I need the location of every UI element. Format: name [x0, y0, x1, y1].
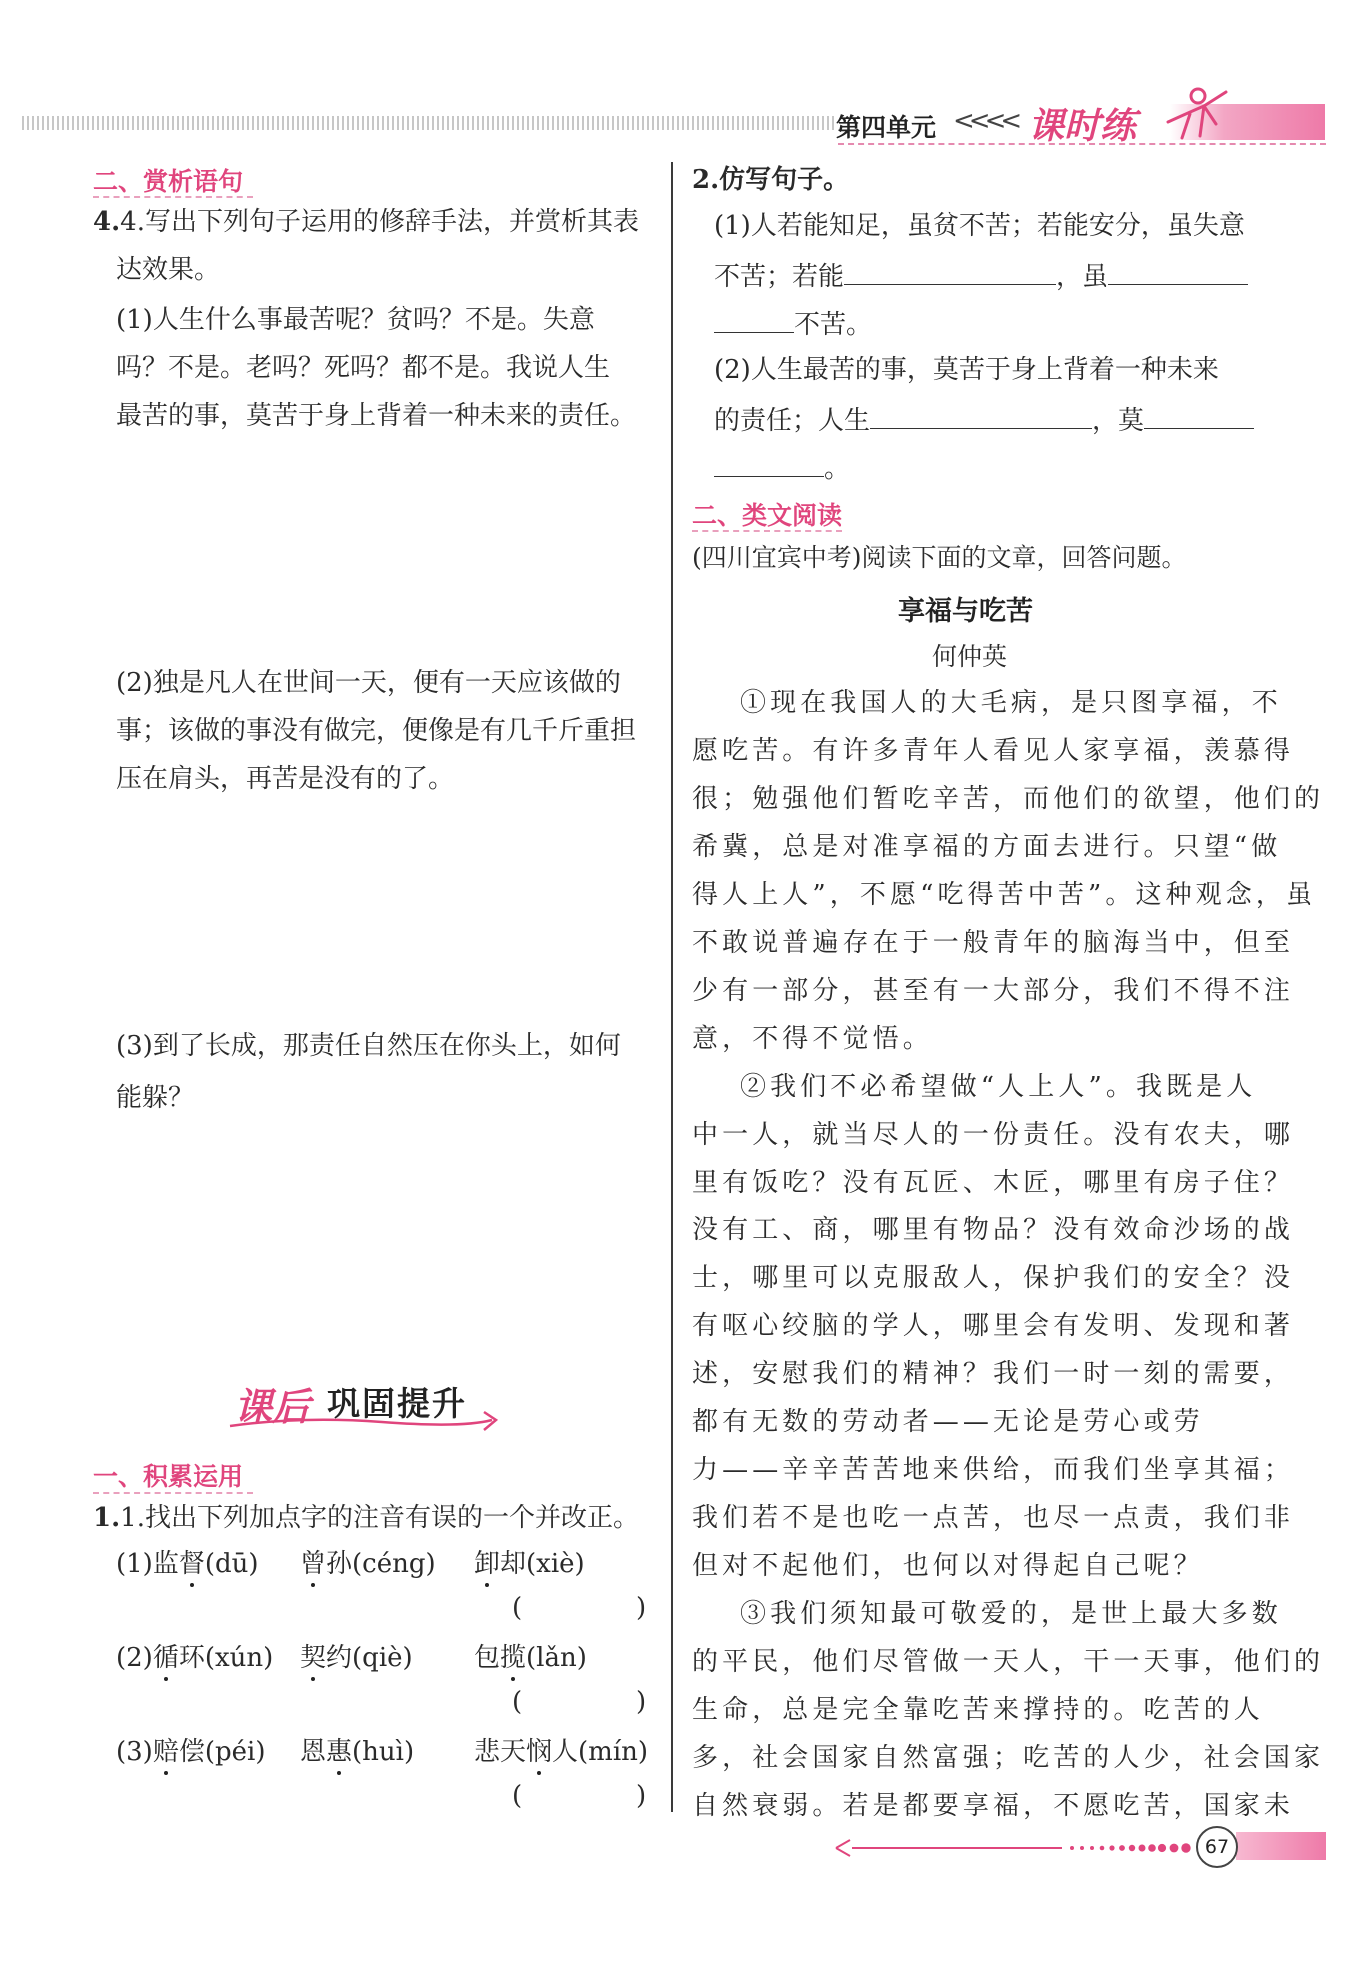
section-title-reading: 二、类文阅读	[692, 501, 843, 530]
dotted-char: 悯	[526, 1737, 553, 1767]
article-line: 自然衰弱。若是都要享福，不愿吃苦，国家未	[692, 1790, 1295, 1821]
article-line: 少有一部分，甚至有一大部分，我们不得不注	[692, 975, 1295, 1006]
dotted-char: 督	[178, 1549, 205, 1579]
answer-paren-open: (	[512, 1781, 523, 1811]
q1-row-3	[116, 1734, 266, 1770]
fill-blank[interactable]	[714, 304, 794, 333]
q4-stem-line-1: 4.4.写出下列句子运用的修辞手法，并赏析其表	[93, 207, 639, 237]
page-number: 67	[1196, 1826, 1238, 1868]
q4-2-line-3: 压在肩头，再苦是没有的了。	[116, 764, 455, 794]
fill-blank[interactable]	[870, 400, 1092, 429]
text: ，虽	[1056, 262, 1109, 292]
q2-1-line-1: (1)人若能知足，虽贫不苦；若能安分，虽失意	[714, 211, 1245, 241]
footer-arrow-icon	[832, 1838, 1202, 1860]
section-underline	[692, 530, 842, 532]
article-line: 不敢说普遍存在于一般青年的脑海当中，但至	[692, 927, 1295, 958]
fill-blank[interactable]	[1144, 400, 1254, 429]
fill-blank[interactable]	[714, 448, 824, 477]
article-line: 都有无数的劳动者——无论是劳心或劳	[692, 1407, 1204, 1438]
char: 孙	[326, 1549, 353, 1579]
q2-2-line-2	[714, 400, 1254, 439]
pinyin: (xiè)	[526, 1549, 585, 1579]
article-line: 中一人，就当尽人的一份责任。没有农夫，哪	[692, 1119, 1295, 1150]
article-line: 述，安慰我们的精神？我们一时一刻的需要，	[692, 1359, 1295, 1390]
banner-consolidate: 巩固提升	[327, 1384, 467, 1423]
dotted-char: 揽	[500, 1643, 527, 1673]
dotted-char: 曾	[300, 1549, 327, 1579]
q2-1-line-2	[714, 256, 1248, 295]
q1-row-2-item-2	[300, 1640, 413, 1676]
q4-3-line-2: 能躲？	[116, 1083, 195, 1113]
article-line: 但对不起他们，也何以对得起自己呢？	[692, 1551, 1204, 1582]
banner-wave-underline	[222, 1408, 522, 1438]
dotted-char: 赔	[152, 1737, 179, 1767]
dotted-char: 惠	[326, 1737, 353, 1767]
dotted-char: 循	[152, 1643, 179, 1673]
q1-row-3-item-2	[300, 1734, 414, 1770]
article-line: 多，社会国家自然富强；吃苦的人少，社会国家	[692, 1742, 1325, 1773]
article-line: 很；勉强他们暂吃辛苦，而他们的欲望，他们的	[692, 783, 1325, 814]
text: 的责任；人生	[714, 406, 871, 436]
column-divider	[671, 162, 673, 1812]
q1-stem: 1.1.找出下列加点字的注音有误的一个并改正。	[93, 1503, 639, 1533]
article-line: 力——辛辛苦苦地来供给，而我们坐享其福；	[692, 1455, 1295, 1486]
row-label: (2)	[116, 1643, 153, 1673]
q2-1-line-3	[714, 304, 872, 343]
answer-paren-open: (	[512, 1687, 523, 1717]
fill-blank[interactable]	[1108, 256, 1248, 285]
article-line: 意，不得不觉悟。	[692, 1023, 933, 1054]
q1-row-1-item-2	[300, 1546, 436, 1582]
q1-row-2-item-3	[474, 1640, 587, 1676]
answer-paren-close: )	[636, 1687, 647, 1717]
pinyin: 人(mín)	[552, 1737, 649, 1767]
header-hatch-band	[22, 116, 834, 130]
section-title-appreciate: 二、赏析语句	[93, 167, 244, 196]
article-line: 我们若不是也吃一点苦，也尽一点责，我们非	[692, 1503, 1295, 1534]
article-line: 希冀，总是对准享福的方面去进行。只望“做	[692, 831, 1282, 862]
article-line: 愿吃苦。有许多青年人看见人家享福，羡慕得	[692, 735, 1295, 766]
q2-stem-text: 2.仿写句子。	[692, 165, 850, 195]
char: 包	[474, 1643, 501, 1673]
q1-stem-text: 1.找出下列加点字的注音有误的一个并改正。	[120, 1503, 639, 1533]
article-line: 里有饭吃？没有瓦匠、木匠，哪里有房子住？	[692, 1167, 1295, 1198]
footer-pink-band	[1236, 1832, 1326, 1860]
pinyin: (lǎn)	[526, 1643, 587, 1673]
answer-paren-close: )	[636, 1781, 647, 1811]
q4-stem-line-2: 达效果。	[116, 255, 221, 285]
char: 却	[500, 1549, 527, 1579]
char: 偿	[178, 1737, 205, 1767]
text: 不苦；若能	[714, 262, 845, 292]
char: 环	[178, 1643, 205, 1673]
q1-row-1-item-3	[474, 1546, 585, 1582]
pinyin: (xún)	[204, 1643, 274, 1673]
char: 监	[152, 1549, 179, 1579]
article-line: ②我们不必希望做“人上人”。我既是人	[740, 1071, 1257, 1102]
article-line: 有呕心绞脑的学人，哪里会有发明、发现和著	[692, 1311, 1295, 1342]
text: ，莫	[1092, 406, 1145, 436]
unit-label: 第四单元	[836, 113, 937, 142]
pinyin: (qiè)	[352, 1643, 413, 1673]
row-label: (3)	[116, 1737, 153, 1767]
article-line: 得人上人”，不愿“吃得苦中苦”。这种观念，虽	[692, 879, 1317, 910]
running-figure-icon	[1160, 84, 1240, 144]
dotted-char: 卸	[474, 1549, 501, 1579]
pinyin: (dū)	[204, 1549, 259, 1579]
q4-3-line-1: (3)到了长成，那责任自然压在你头上，如何	[116, 1031, 621, 1061]
char: 恩	[300, 1737, 327, 1767]
q1-row-1	[116, 1546, 259, 1582]
row-label: (1)	[116, 1549, 153, 1579]
article-line: 士，哪里可以克服敌人，保护我们的安全？没	[692, 1263, 1295, 1294]
q4-2-line-2: 事；该做的事没有做完，便像是有几千斤重担	[116, 716, 637, 746]
q2-stem	[692, 162, 849, 198]
dotted-char: 契	[300, 1643, 327, 1673]
q4-1-line-3: 最苦的事，莫苦于身上背着一种未来的责任。	[116, 401, 637, 431]
article-line: ③我们须知最可敬爱的，是世上最大多数	[740, 1599, 1282, 1630]
q1-row-3-item-3	[474, 1734, 648, 1770]
text: 不苦。	[794, 310, 873, 340]
reading-source: (四川宜宾中考)阅读下面的文章，回答问题。	[692, 543, 1187, 572]
char: 悲天	[474, 1737, 527, 1767]
q4-1-line-2: 吗？不是。老吗？死吗？都不是。我说人生	[116, 353, 611, 383]
char: 约	[326, 1643, 353, 1673]
fill-blank[interactable]	[844, 256, 1056, 285]
q1-row-2	[116, 1640, 273, 1676]
chevrons-left-icon: <<<<	[953, 106, 1017, 136]
section-underline	[93, 196, 253, 198]
section-title-accumulate: 一、积累运用	[93, 1462, 244, 1491]
brand-logo: 课时练	[1028, 106, 1137, 147]
pinyin: (huì)	[352, 1737, 415, 1767]
banner-after-class: 课后	[234, 1385, 311, 1429]
pinyin: (péi)	[204, 1737, 266, 1767]
answer-paren-open: (	[512, 1593, 523, 1623]
answer-paren-close: )	[636, 1593, 647, 1623]
article-title: 享福与吃苦	[898, 596, 1033, 627]
q2-2-line-1: (2)人生最苦的事，莫苦于身上背着一种未来	[714, 355, 1219, 385]
q4-1-line-1: (1)人生什么事最苦呢？贫吗？不是。失意	[116, 305, 595, 335]
article-author: 何仲英	[932, 642, 1008, 671]
header-dashed-rule	[838, 143, 1326, 145]
article-line: 的平民，他们尽管做一天人，干一天事，他们的	[692, 1647, 1325, 1677]
q2-2-line-3	[714, 448, 850, 487]
pinyin: (céng)	[352, 1549, 436, 1579]
text: 。	[824, 454, 851, 484]
q4-stem-text: 4.写出下列句子运用的修辞手法，并赏析其表	[120, 207, 639, 237]
q4-2-line-1: (2)独是凡人在世间一天，便有一天应该做的	[116, 668, 621, 698]
section-underline	[93, 1492, 253, 1494]
article-line: ①现在我国人的大毛病，是只图享福，不	[740, 688, 1282, 718]
article-line: 没有工、商，哪里有物品？没有效命沙场的战	[692, 1215, 1295, 1246]
article-line: 生命，总是完全靠吃苦来撑持的。吃苦的人	[692, 1694, 1264, 1725]
